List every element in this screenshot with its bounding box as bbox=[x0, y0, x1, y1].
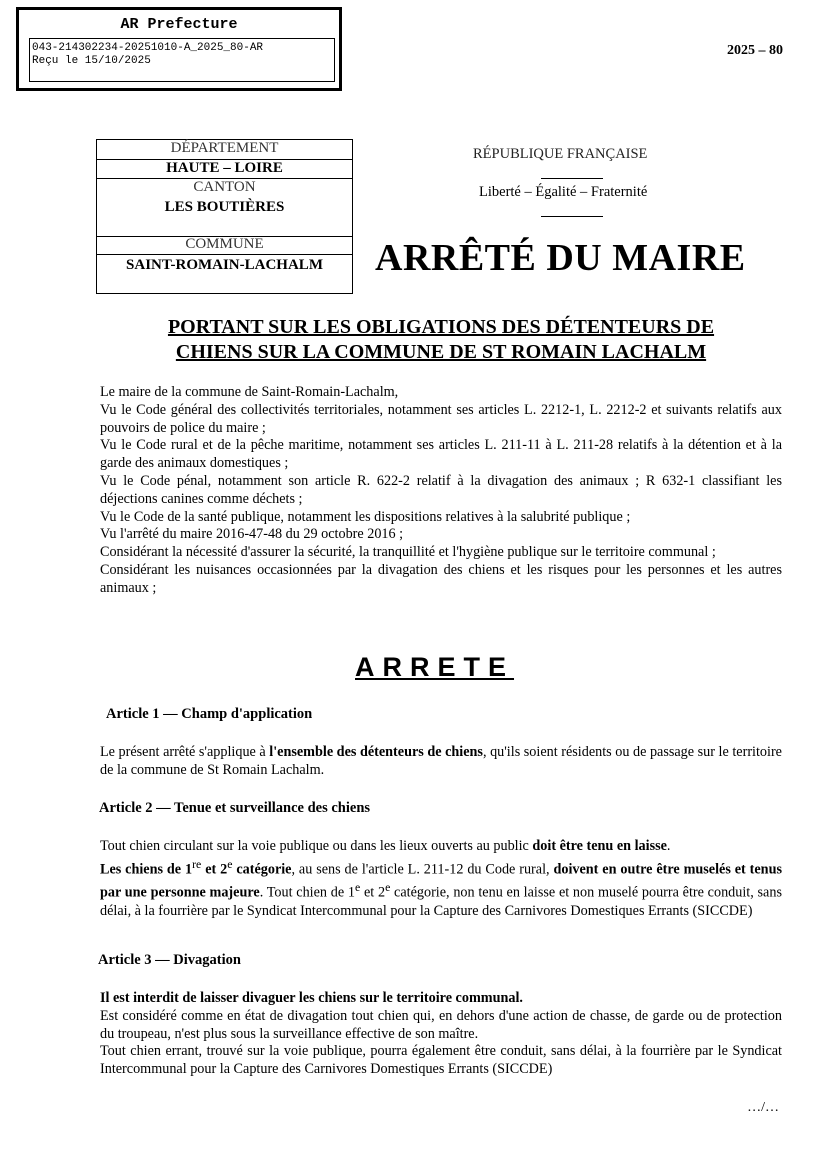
text: . bbox=[666, 838, 671, 854]
emphasis: doivent en outre être muselés et tenus par une personne majeure bbox=[100, 861, 782, 902]
emphasis: catégorie bbox=[232, 861, 292, 878]
article-1-heading: Article 1 — Champ d'application bbox=[106, 706, 313, 722]
article-3-para-3: Tout chien errant, trouvé sur la voie publique, pourra également être conduit, sans délai, à la fourrière par le Syndicat Intercommunal pour la Capture des Carnivores Domestiques Errants (SICCDE) bbox=[100, 1043, 782, 1078]
preamble-line: Vu le Code de la santé publique, notamment les dispositions relatives à la salubrité publique ; bbox=[100, 508, 631, 525]
text: catégorie, non tenu en laisse et non muselé pourra être conduit, sans délai, à la fourrière par le Syndicat Intercommunal pour la Capture des Carnivores Domestiques Errants (SICCDE) bbox=[100, 885, 782, 919]
stamp-reference: 043-214302234-20251010-A_2025_80-AR bbox=[32, 42, 264, 54]
article-3-para-1 bbox=[100, 990, 782, 1008]
article-2-para-1 bbox=[100, 838, 782, 856]
article-2-heading: Article 2 — Tenue et surveillance des chiens bbox=[99, 800, 371, 816]
superscript: e bbox=[227, 856, 233, 871]
article-2-body bbox=[100, 838, 782, 921]
text: Tout chien circulant sur la voie publique ou dans les lieux ouverts au public bbox=[100, 838, 533, 854]
devise: Liberté – Égalité – Fraternité bbox=[479, 184, 648, 200]
canton-value: LES BOUTIÈRES bbox=[164, 199, 285, 215]
ar-prefecture-stamp bbox=[16, 7, 342, 91]
departement-value: HAUTE – LOIRE bbox=[166, 160, 283, 176]
commune-value: SAINT-ROMAIN-LACHALM bbox=[126, 257, 323, 273]
stamp-title: AR Prefecture bbox=[120, 16, 238, 33]
divider bbox=[541, 178, 603, 179]
commune-label: COMMUNE bbox=[185, 236, 264, 252]
arrete-heading: ARRETE bbox=[355, 652, 515, 682]
emphasis: Il est interdit de laisser divaguer les chiens sur le territoire communal. bbox=[100, 990, 523, 1006]
preamble-line: Considérant la nécessité d'assurer la sécurité, la tranquillité et l'hygiène publique sur le territoire communal ; bbox=[100, 544, 716, 561]
subtitle-line-1: PORTANT SUR LES OBLIGATIONS DES DÉTENTEURS DE bbox=[167, 316, 715, 338]
text: , au sens de l'article L. 211-12 du Code rural, bbox=[291, 861, 554, 878]
departement-label: DÉPARTEMENT bbox=[170, 140, 279, 156]
superscript: e bbox=[354, 880, 361, 895]
republique-francaise: RÉPUBLIQUE FRANÇAISE bbox=[473, 146, 648, 162]
stamp-details bbox=[29, 38, 335, 82]
article-1-body bbox=[100, 744, 782, 780]
text: et 2 bbox=[360, 885, 386, 902]
stamp-received-date: Reçu le 15/10/2025 bbox=[32, 55, 151, 67]
preamble bbox=[100, 384, 782, 598]
preamble-line: Le maire de la commune de Saint-Romain-Lachalm, bbox=[100, 384, 399, 400]
text: . Tout chien de 1 bbox=[259, 885, 355, 902]
text: , qu'ils soient résidents ou de passage sur le territoire de la commune de St Romain Lachalm. bbox=[100, 744, 782, 778]
emphasis: doit être tenu en laisse bbox=[532, 838, 667, 854]
superscript: e bbox=[385, 880, 391, 895]
divider bbox=[541, 216, 603, 217]
article-3-heading: Article 3 — Divagation bbox=[98, 952, 241, 968]
article-3-body bbox=[100, 990, 782, 1079]
subtitle-line-2: CHIENS SUR LA COMMUNE DE ST ROMAIN LACHALM bbox=[175, 341, 707, 363]
continuation-mark: …/… bbox=[747, 1100, 779, 1115]
page-title: ARRÊTÉ DU MAIRE bbox=[375, 237, 746, 279]
preamble-line: Vu le Code général des collectivités territoriales, notamment ses articles L. 2212-1, L. 2212-2 et suivants relatifs aux pouvoirs de police du maire ; bbox=[100, 401, 782, 436]
emphasis: Les chiens de 1 bbox=[100, 861, 193, 878]
superscript: re bbox=[192, 856, 202, 871]
administrative-box bbox=[96, 139, 353, 294]
text: Le présent arrêté s'applique à bbox=[100, 744, 270, 760]
emphasis: l'ensemble des détenteurs de chiens bbox=[269, 744, 483, 760]
preamble-line: Vu le Code pénal, notamment son article R. 622-2 relatif à la divagation des animaux ; R 632-1 classifiant les déjections canines comme déchets ; bbox=[100, 472, 782, 507]
article-2-para-2 bbox=[100, 856, 782, 921]
canton-label: CANTON bbox=[193, 179, 256, 195]
preamble-line: Vu l'arrêté du maire 2016-47-48 du 29 octobre 2016 ; bbox=[100, 526, 404, 543]
act-number: 2025 – 80 bbox=[727, 43, 783, 58]
preamble-line: Considérant les nuisances occasionnées par la divagation des chiens et les risques pour les personnes et les autres animaux ; bbox=[100, 561, 782, 596]
article-3-para-2: Est considéré comme en état de divagation tout chien qui, en dehors d'une action de chasse, de garde ou de protection du troupeau, n'est plus sous la surveillance effective de son maître. bbox=[100, 1007, 782, 1042]
divider bbox=[97, 254, 352, 255]
preamble-line: Vu le Code rural et de la pêche maritime, notamment ses articles L. 211-11 à L. 211-28 relatifs à la détention et à la garde des animaux domestiques ; bbox=[100, 437, 782, 472]
emphasis: et 2 bbox=[201, 861, 228, 878]
